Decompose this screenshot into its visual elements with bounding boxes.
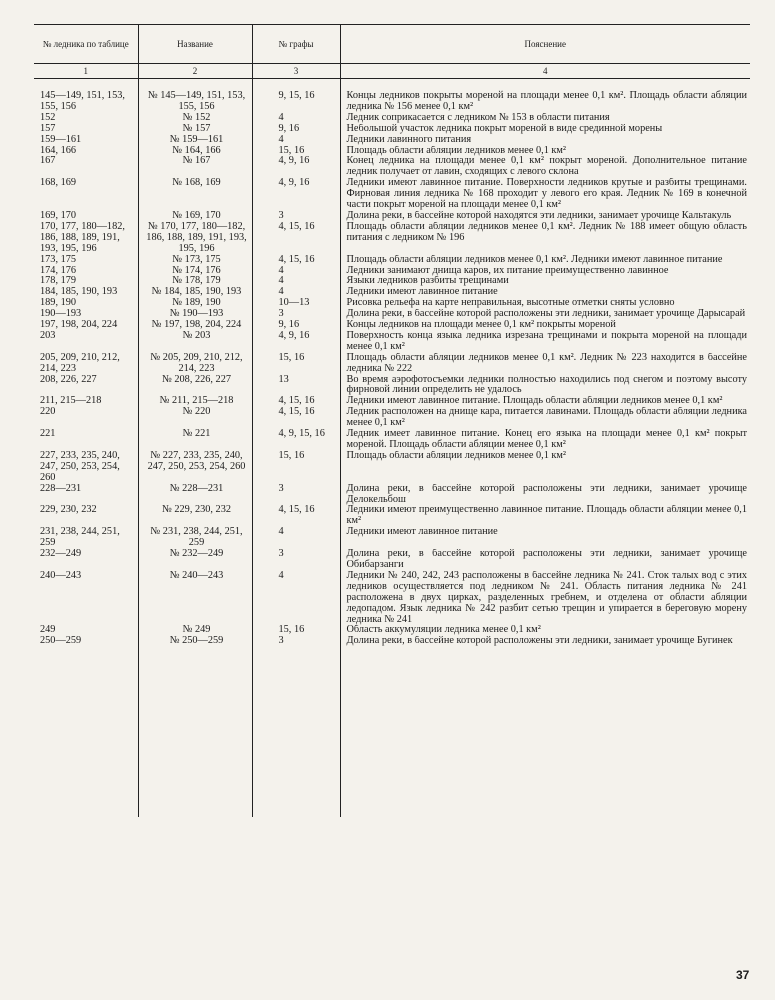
table-row (34, 375, 750, 397)
glacier-number-cell: 159—161 (40, 134, 82, 145)
header-name: Название (138, 25, 252, 64)
glacier-name-cell: № 249 (138, 625, 252, 636)
glacier-name-cell: № 250—259 (138, 636, 252, 647)
column-ref-cell: 4, 9, 16 (252, 178, 340, 211)
glacier-name-cell: № 211, 215—218 (138, 396, 252, 407)
explanation-cell: Конец ледника на площади менее 0,1 км² покрыт мореной. Дополнительное питание ледник получает от лавин, сходящих с левого склона (340, 156, 750, 178)
glacier-name-cell: № 220 (138, 407, 252, 429)
table-row (34, 549, 750, 571)
explanation-cell: Площадь области абляции ледников менее 0,1 км². Ледник № 188 имеет общую область питания с ледником № 196 (340, 222, 750, 255)
table-row (34, 309, 750, 320)
glacier-number-cell: 211, 215—218 (40, 396, 102, 407)
column-ref-cell: 4 (252, 266, 340, 277)
explanation-cell: Ледники занимают днища каров, их питание преимущественно лавинное (340, 266, 750, 277)
table-row (34, 320, 750, 331)
explanation-cell: Ледник расположен на днище кара, питается лавинами. Площадь области абляции ледника менее 0,1 км² (340, 407, 750, 429)
glacier-number-cell: 174, 176 (40, 265, 77, 276)
column-ref-cell: 4, 9, 15, 16 (252, 429, 340, 451)
column-ref-cell: 4 (252, 276, 340, 287)
explanation-cell: Ледники № 240, 242, 243 расположены в бассейне ледника № 241. Сток талых вод с этих ледников осуществляется под ледником № 241. Область питания ледника № 241 расположена в двух циркаx, разделенных гребнем, и отделена от области абляции ледопадом. Язык ледника № 242 разбит сетью трещин и упирается в береговую морену ледника № 241 (340, 571, 750, 626)
glacier-number-cell: 167 (40, 156, 56, 167)
explanation-cell: Площадь области абляции ледников менее 0,1 км² (340, 451, 750, 484)
table-row (34, 527, 750, 549)
glacier-number-cell: 164, 166 (40, 145, 77, 156)
empty-cell (252, 647, 340, 817)
explanation-cell: Ледники имеют лавинное питание (340, 527, 750, 549)
table-row (34, 429, 750, 451)
glacier-number-cell: 227, 233, 235, 240, 247, 250, 253, 254, 260 (40, 450, 120, 483)
column-ref-cell: 9, 16 (252, 124, 340, 135)
explanation-cell: Концы ледников на площади менее 0,1 км² покрыты мореной (340, 320, 750, 331)
header-column-number: № графы (252, 25, 340, 64)
glacier-number-cell: 197, 198, 204, 224 (40, 320, 118, 331)
glacier-name-cell: № 174, 176 (138, 266, 252, 277)
glacier-number-cell: 205, 209, 210, 212, 214, 223 (40, 352, 120, 374)
table-row (34, 331, 750, 353)
glacier-name-cell: № 178, 179 (138, 276, 252, 287)
column-number: 3 (252, 64, 340, 79)
glacier-name-cell: № 152 (138, 113, 252, 124)
table-row (34, 124, 750, 135)
empty-cell (34, 647, 138, 817)
glacier-name-cell: № 197, 198, 204, 224 (138, 320, 252, 331)
empty-cell (138, 647, 252, 817)
column-ref-cell: 3 (252, 549, 340, 571)
explanation-cell: Рисовка рельефа на карте неправильная, высотные отметки сняты условно (340, 298, 750, 309)
glacier-number-cell: 145—149, 151, 153, 155, 156 (40, 90, 125, 112)
column-ref-cell: 4, 9, 16 (252, 331, 340, 353)
table-row (34, 484, 750, 506)
explanation-cell: Площадь области абляции ледников менее 0,1 км². Ледники имеют лавинное питание (340, 255, 750, 266)
explanation-cell: Площадь области абляции ледников менее 0,1 км² (340, 146, 750, 157)
table-row (34, 298, 750, 309)
explanation-cell: Область аккумуляции ледника менее 0,1 км² (340, 625, 750, 636)
glacier-number-cell: 220 (40, 407, 56, 418)
glacier-name-cell: № 232—249 (138, 549, 252, 571)
explanation-cell: Ледники имеют преимущественно лавинное питание. Площадь области абляции менее 0,1 км² (340, 505, 750, 527)
glacier-name-cell: № 208, 226, 227 (138, 375, 252, 397)
column-ref-cell: 15, 16 (252, 146, 340, 157)
column-number: 1 (34, 64, 138, 79)
glacier-name-cell: № 184, 185, 190, 193 (138, 287, 252, 298)
explanation-cell: Ледники имеют лавинное питание (340, 287, 750, 298)
column-ref-cell: 15, 16 (252, 353, 340, 375)
table-row (34, 266, 750, 277)
glacier-number-cell: 232—249 (40, 549, 82, 560)
table-filler-row (34, 647, 750, 817)
table-row (34, 222, 750, 255)
glacier-number-cell: 249 (40, 625, 56, 636)
glacier-name-cell: № 170, 177, 180—182, 186, 188, 189, 191, 193, 195, 196 (138, 222, 252, 255)
glacier-number-cell: 228—231 (40, 483, 82, 494)
explanation-cell: Во время аэрофотосъемки ледники полностью находились под снегом и поэтому высоту фирновой линии определить не удалось (340, 375, 750, 397)
column-ref-cell: 4, 15, 16 (252, 505, 340, 527)
glacier-name-cell: № 173, 175 (138, 255, 252, 266)
glacier-number-cell: 152 (40, 112, 56, 123)
table-row (34, 451, 750, 484)
explanation-cell: Ледник имеет лавинное питание. Конец его языка на площади менее 0,1 км² покрыт мореной. Площадь области абляции менее 0,1 км² (340, 429, 750, 451)
explanation-cell: Ледники имеют лавинное питание. Площадь области абляции ледников менее 0,1 км² (340, 396, 750, 407)
glacier-name-cell: № 231, 238, 244, 251, 259 (138, 527, 252, 549)
glacier-number-cell: 250—259 (40, 636, 82, 647)
glacier-name-cell: № 189, 190 (138, 298, 252, 309)
column-ref-cell: 9, 15, 16 (252, 79, 340, 113)
glacier-number-cell: 208, 226, 227 (40, 374, 97, 385)
table-row (34, 135, 750, 146)
column-number-row (34, 64, 750, 79)
column-number: 2 (138, 64, 252, 79)
table-row (34, 636, 750, 647)
table-row (34, 396, 750, 407)
glacier-notes-table (34, 24, 750, 817)
glacier-number-cell: 240—243 (40, 570, 82, 581)
table-row (34, 625, 750, 636)
column-number: 4 (340, 64, 750, 79)
glacier-name-cell: № 240—243 (138, 571, 252, 626)
explanation-cell: Ледник соприкасается с ледником № 153 в области питания (340, 113, 750, 124)
header-explanation: Пояснение (340, 25, 750, 64)
glacier-name-cell: № 145—149, 151, 153, 155, 156 (138, 79, 252, 113)
column-ref-cell: 9, 16 (252, 320, 340, 331)
table-row (34, 178, 750, 211)
explanation-cell: Языки ледников разбиты трещинами (340, 276, 750, 287)
empty-cell (340, 647, 750, 817)
table-row (34, 156, 750, 178)
column-ref-cell: 4, 15, 16 (252, 407, 340, 429)
explanation-cell: Небольшой участок ледника покрыт мореной в виде срединной морены (340, 124, 750, 135)
table-row (34, 353, 750, 375)
page-number: 37 (736, 968, 750, 982)
glacier-number-cell: 157 (40, 123, 56, 134)
column-ref-cell: 3 (252, 484, 340, 506)
table-row (34, 505, 750, 527)
glacier-number-cell: 229, 230, 232 (40, 505, 97, 516)
glacier-number-cell: 169, 170 (40, 210, 77, 221)
explanation-cell: Долина реки, в бассейне которой находятся эти ледники, занимает урочище Кальтакуль (340, 211, 750, 222)
glacier-number-cell: 178, 179 (40, 276, 77, 287)
glacier-name-cell: № 169, 170 (138, 211, 252, 222)
glacier-name-cell: № 203 (138, 331, 252, 353)
column-ref-cell: 13 (252, 375, 340, 397)
glacier-number-cell: 184, 185, 190, 193 (40, 287, 118, 298)
header-row (34, 25, 750, 64)
column-ref-cell: 3 (252, 636, 340, 647)
column-ref-cell: 10—13 (252, 298, 340, 309)
header-glacier-number: № ледника по таблице (34, 25, 138, 64)
glacier-name-cell: № 190—193 (138, 309, 252, 320)
glacier-name-cell: № 167 (138, 156, 252, 178)
table-row (34, 276, 750, 287)
column-ref-cell: 4 (252, 135, 340, 146)
column-ref-cell: 4 (252, 571, 340, 626)
column-ref-cell: 4 (252, 527, 340, 549)
glacier-number-cell: 170, 177, 180—182, 186, 188, 189, 191, 193, 195, 196 (40, 221, 125, 254)
table-row (34, 287, 750, 298)
explanation-cell: Поверхность конца языка ледника изрезана трещинами и покрыта мореной на площади менее 0,1 км² (340, 331, 750, 353)
glacier-number-cell: 190—193 (40, 309, 82, 320)
table-row (34, 113, 750, 124)
table-row (34, 211, 750, 222)
table-row (34, 571, 750, 626)
glacier-name-cell: № 157 (138, 124, 252, 135)
glacier-name-cell: № 159—161 (138, 135, 252, 146)
glacier-number-cell: 221 (40, 429, 56, 440)
column-ref-cell: 3 (252, 309, 340, 320)
column-ref-cell: 4, 15, 16 (252, 222, 340, 255)
glacier-name-cell: № 164, 166 (138, 146, 252, 157)
column-ref-cell: 4 (252, 113, 340, 124)
column-ref-cell: 15, 16 (252, 451, 340, 484)
glacier-name-cell: № 228—231 (138, 484, 252, 506)
table-row (34, 146, 750, 157)
table-row (34, 407, 750, 429)
explanation-cell: Долина реки, в бассейне которой расположены эти ледники, занимает урочище Бугинек (340, 636, 750, 647)
column-ref-cell: 4, 15, 16 (252, 396, 340, 407)
explanation-cell: Площадь области абляции ледников менее 0,1 км². Ледник № 223 находится в бассейне ледника № 222 (340, 353, 750, 375)
glacier-name-cell: № 221 (138, 429, 252, 451)
column-ref-cell: 15, 16 (252, 625, 340, 636)
table-body (34, 79, 750, 818)
explanation-cell: Концы ледников покрыты мореной на площади менее 0,1 км². Площадь области абляции ледника № 156 менее 0,1 км² (340, 79, 750, 113)
explanation-cell: Долина реки, в бассейне которой расположены эти ледники, занимает урочище Обибарзанги (340, 549, 750, 571)
glacier-number-cell: 173, 175 (40, 254, 77, 265)
glacier-name-cell: № 227, 233, 235, 240, 247, 250, 253, 254, 260 (138, 451, 252, 484)
glacier-number-cell: 231, 238, 244, 251, 259 (40, 527, 120, 549)
glacier-name-cell: № 229, 230, 232 (138, 505, 252, 527)
glacier-name-cell: № 205, 209, 210, 212, 214, 223 (138, 353, 252, 375)
explanation-cell: Долина реки, в бассейне которой расположены эти ледники, занимает урочище Делокельбош (340, 484, 750, 506)
column-ref-cell: 3 (252, 211, 340, 222)
table-row (34, 255, 750, 266)
column-ref-cell: 4 (252, 287, 340, 298)
table-row (34, 79, 750, 113)
column-ref-cell: 4, 15, 16 (252, 255, 340, 266)
glacier-number-cell: 203 (40, 330, 56, 341)
explanation-cell: Ледники имеют лавинное питание. Поверхности ледников крутые и разбиты трещинами. Фирновая линия ледника № 168 проходит у левого его края. Ледник № 169 в конечной части покрыт мореной на площади менее 0,1 км² (340, 178, 750, 211)
glacier-number-cell: 168, 169 (40, 178, 77, 189)
glacier-number-cell: 189, 190 (40, 298, 77, 309)
explanation-cell: Долина реки, в бассейне которой расположены эти ледники, занимает урочище Дарысарай (340, 309, 750, 320)
glacier-name-cell: № 168, 169 (138, 178, 252, 211)
column-ref-cell: 4, 9, 16 (252, 156, 340, 178)
explanation-cell: Ледники лавинного питания (340, 135, 750, 146)
